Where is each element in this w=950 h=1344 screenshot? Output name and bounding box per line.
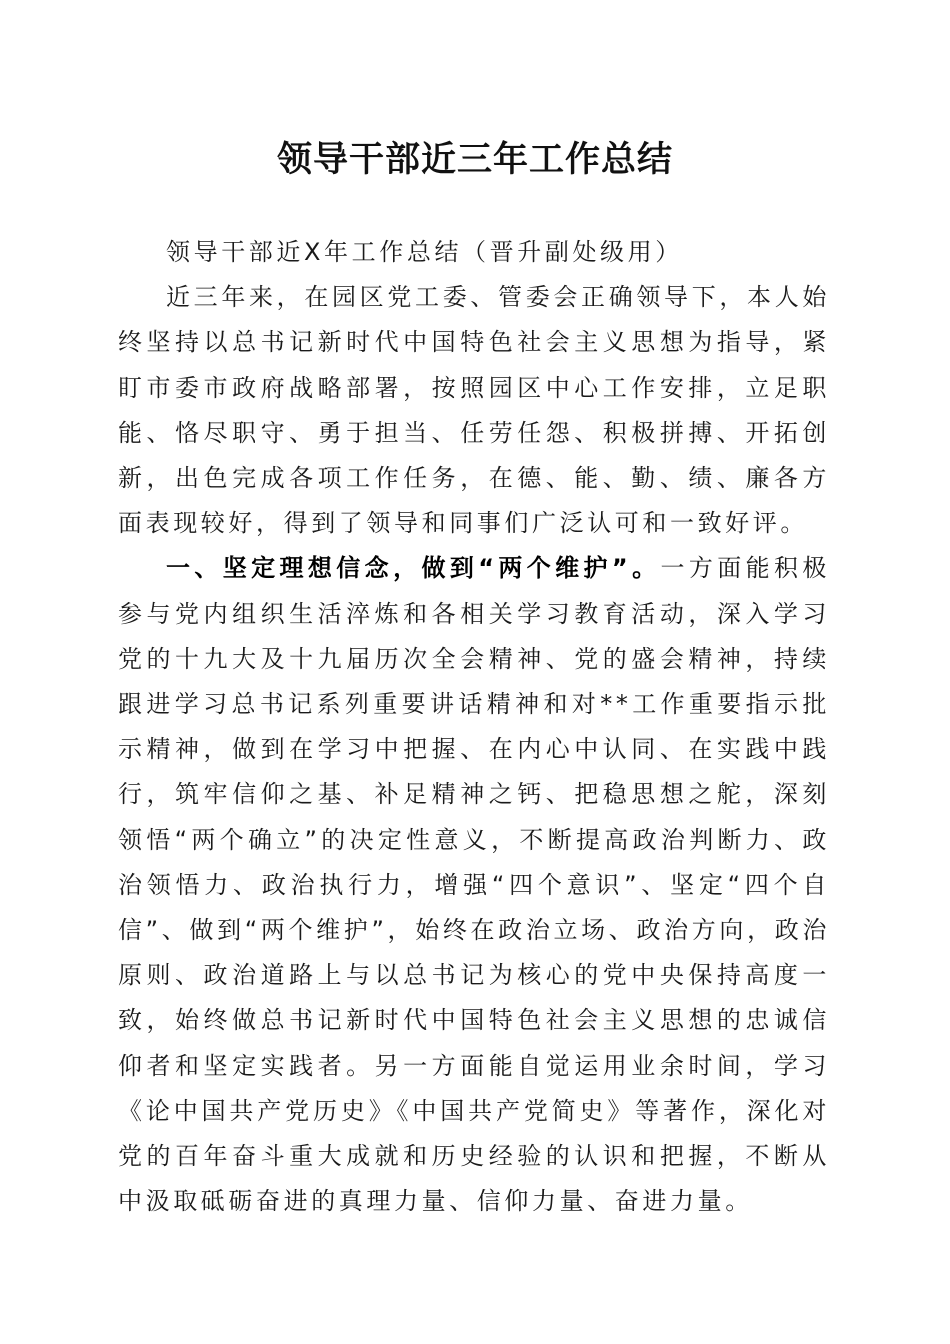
section-heading: 一、坚定理想信念，做到“两个维护”。 <box>166 554 661 583</box>
intro-paragraph <box>118 275 830 546</box>
paragraph-text: 近三年来，在园区党工委、管委会正确领导下，本人始终坚持以总书记新时代中国特色社会主义思想为指导，紧盯市委市政府战略部署，按照园区中心工作安排，立足职能、恪尽职守、勇于担当、任劳任怨、积极拼搏、开拓创新，出色完成各项工作任务，在德、能、勤、绩、廉各方面表现较好，得到了领导和同事们广泛认可和一致好评。 <box>118 283 830 538</box>
paragraph-text: 领导干部近X年工作总结（晋升副处级用） <box>166 238 683 266</box>
subtitle-paragraph <box>118 230 830 275</box>
section-one-paragraph <box>118 546 830 1224</box>
document-title: 领导干部近三年工作总结 <box>276 139 673 180</box>
paragraph-text: 一方面能积极参与党内组织生活淬炼和各相关学习教育活动，深入学习党的十九大及十九届历次全会精神、党的盛会精神，持续跟进学习总书记系列重要讲话精神和对**工作重要指示批示精神，做到在学习中把握、在内心中认同、在实践中践行，筑牢信仰之基、补足精神之钙、把稳思想之舵，深刻领悟“两个确立”的决定性意义，不断提高政治判断力、政治领悟力、政治执行力，增强“四个意识”、坚定“四个自信”、做到“两个维护”，始终在政治立场、政治方向，政治原则、政治道路上与以总书记为核心的党中央保持高度一致，始终做总书记新时代中国特色社会主义思想的忠诚信仰者和坚定实践者。另一方面能自觉运用业余时间，学习《论中国共产党历史》《中国共产党简史》等著作，深化对党的百年奋斗重大成就和历史经验的认识和把握，不断从中汲取砥砺奋进的真理力量、信仰力量、奋进力量。 <box>118 554 830 1216</box>
document-body <box>118 230 830 1224</box>
